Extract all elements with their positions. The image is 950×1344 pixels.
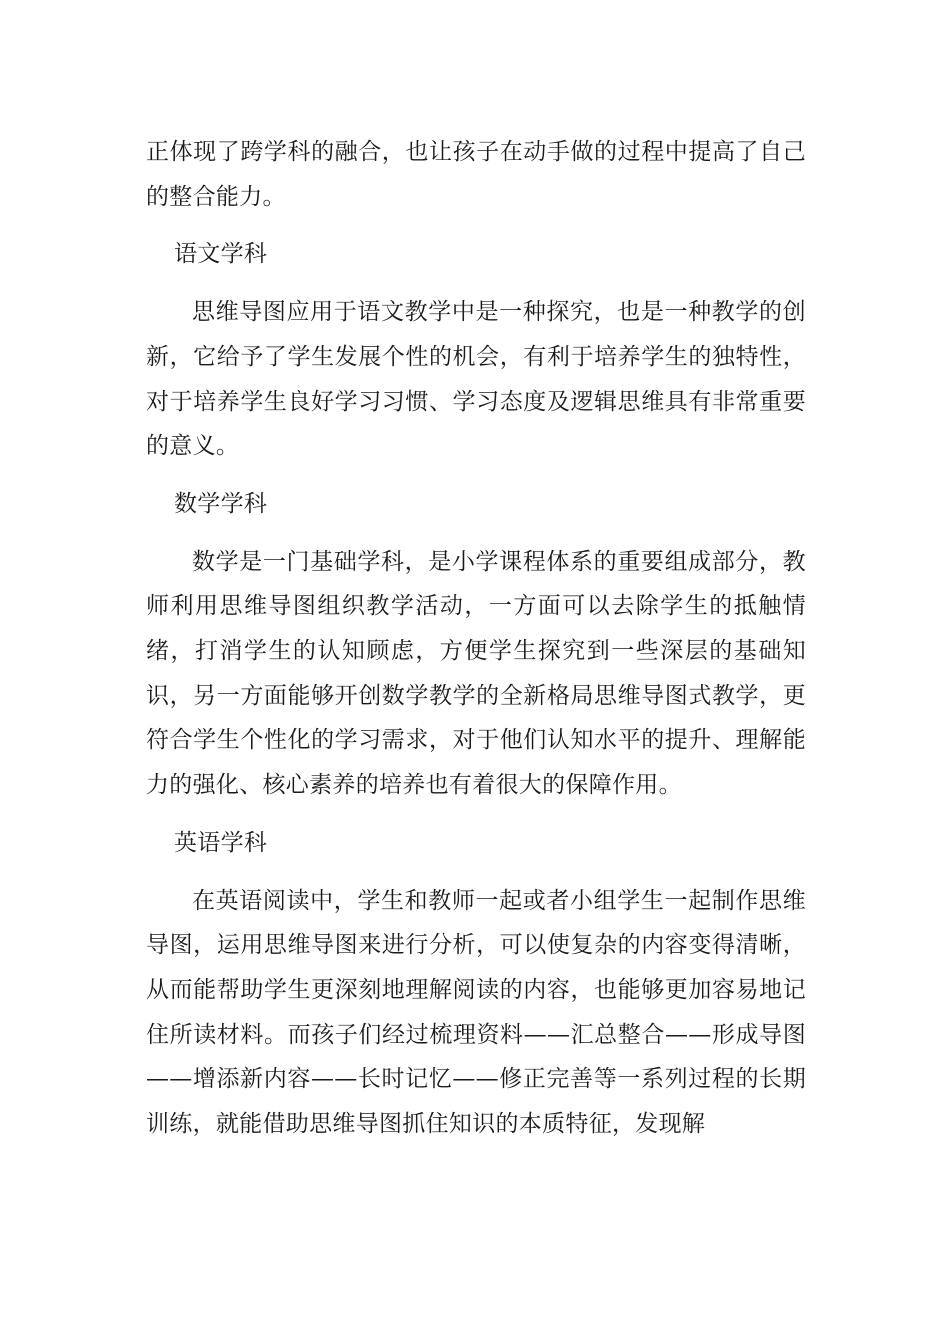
- paragraph-english-subject: 在英语阅读中，学生和教师一起或者小组学生一起制作思维导图，运用思维导图来进行分析，可以使复杂的内容变得清晰，从而能帮助学生更深刻地理解阅读的内容，也能够更加容易地记住所读材料。而孩子们经过梳理资料——汇总整合——形成导图——增添新内容——长时记忆——修正完善等一系列过程的长期训练，就能借助思维导图抓住知识的本质特征，发现解: [146, 887, 806, 1138]
- paragraph-chinese-subject: 思维导图应用于语文教学中是一种探究，也是一种教学的创新，它给予了学生发展个性的机会，有利于培养学生的独特性，对于培养学生良好学习习惯、学习态度及逻辑思维具有非常重要的意义。: [146, 299, 806, 460]
- paragraph-math-subject: 数学是一门基础学科，是小学课程体系的重要组成部分，教师利用思维导图组织教学活动，一方面可以去除学生的抵触情绪，打消学生的认知顾虑，方便学生探究到一些深层的基础知识，另一方面能够开创数学教学的全新格局思维导图式教学，更符合学生个性化的学习需求，对于他们认知水平的提升、理解能力的强化、核心素养的培养也有着很大的保障作用。: [146, 548, 806, 799]
- heading-chinese-subject: 语文学科: [174, 241, 268, 268]
- paragraph-integration-ability: 正体现了跨学科的融合，也让孩子在动手做的过程中提高了自己的整合能力。: [146, 139, 806, 210]
- heading-english-subject: 英语学科: [174, 829, 268, 856]
- heading-math-subject: 数学学科: [174, 490, 268, 517]
- document-page: [146, 130, 806, 1160]
